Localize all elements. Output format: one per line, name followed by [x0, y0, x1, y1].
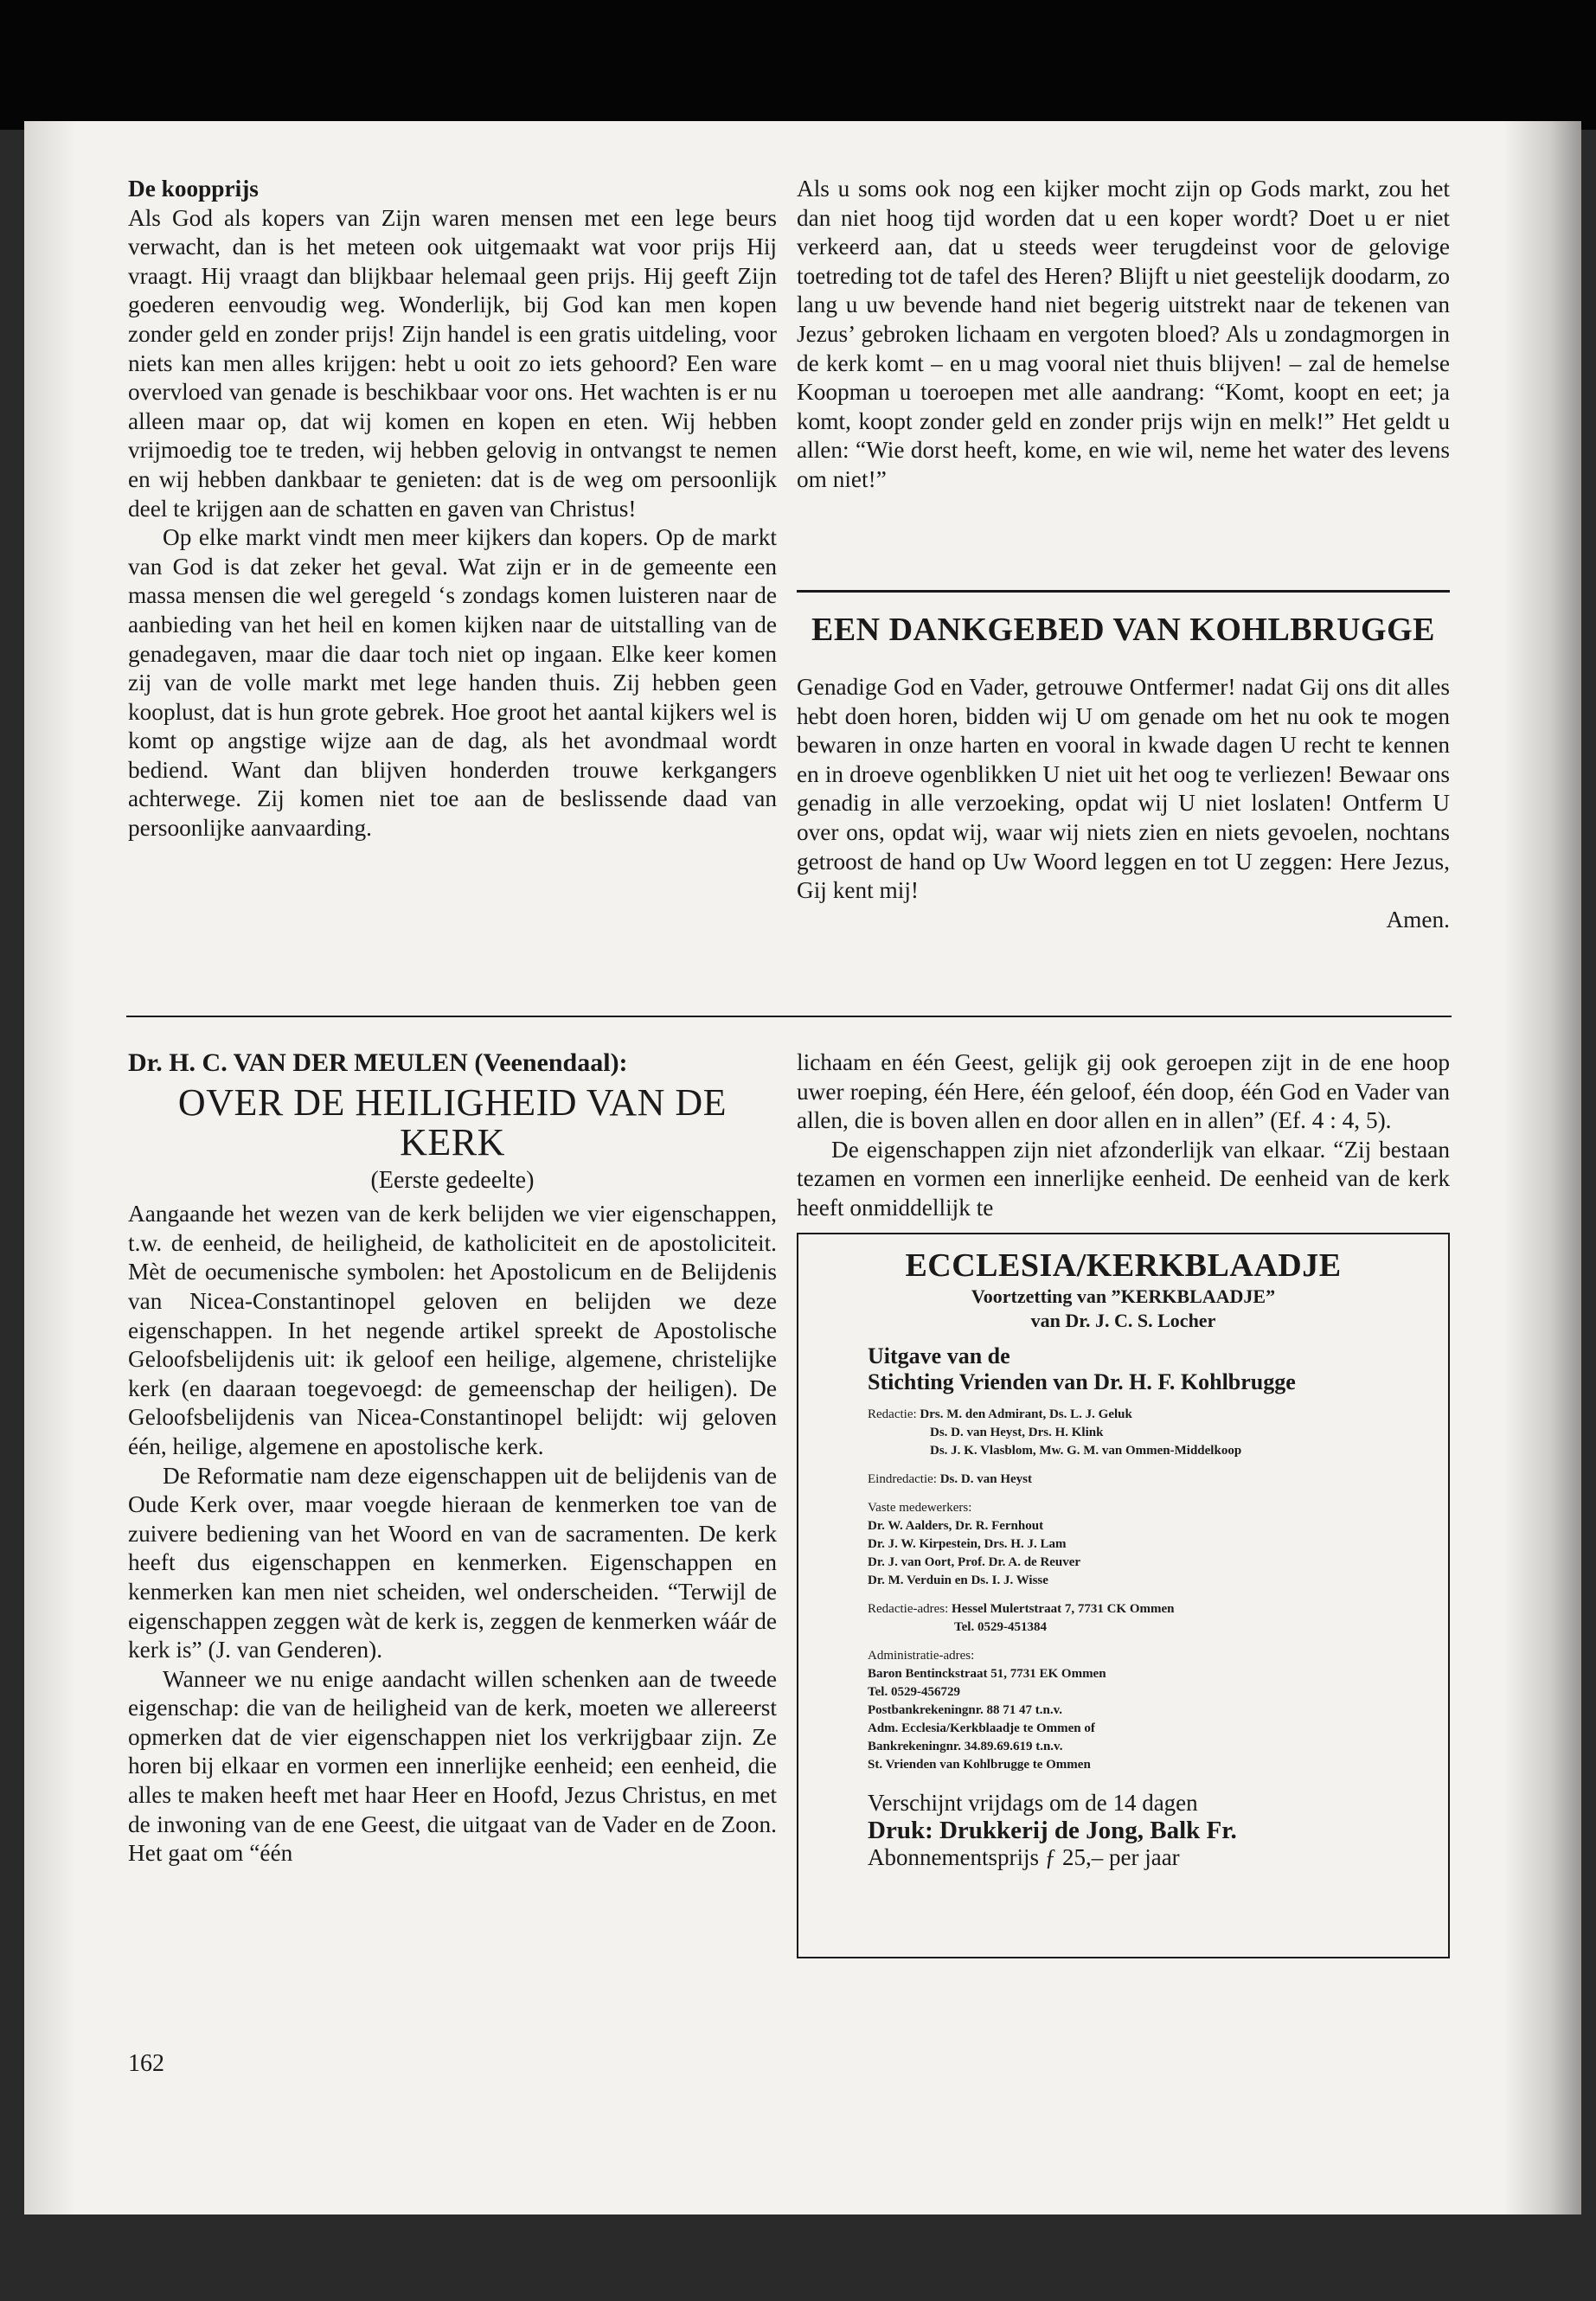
page-number: 162 [128, 2050, 164, 2077]
redactie-telefoon: Tel. 0529-451384 [954, 1620, 1047, 1634]
heiligheid-paragraph-4: lichaam en één Geest, gelijk gij ook geroepen zijt in de ene hoop uwer roeping, één Here, één geloof, één doop, één God en Vader van allen, die is boven allen en door allen en in allen” (Ef. 4 : 4, 5). [797, 1049, 1450, 1134]
redactie-label: Redactie: [868, 1407, 917, 1421]
horizontal-divider [126, 1016, 1452, 1017]
dankgebed-title: EEN DANKGEBED VAN KOHLBRUGGE [811, 612, 1435, 648]
colophon-verschijnt: Verschijnt vrijdags om de 14 dagen [868, 1790, 1198, 1816]
heiligheid-paragraph-1: Aangaande het wezen van de kerk belijden we vier eigenschappen, t.w. de eenheid, de heiligheid, de katholiciteit en de apostoliciteit. Mèt de oecumenische symbolen: het Apostolicum en de Belijdenis van Nicea-Constantinopel geloven en belijden we deze eigenschappen. In het negende artikel spreekt de Apostolische Geloofsbelijdenis uit: ik geloof een heilige, algemene, christelijke kerk (en daaraan toegevoegd: de gemeenschap der heiligen). De Geloofsbelijdenis van Nicea-Constantinopel belijdt: wij geloven één, heilige, algemene en apostolische kerk. [128, 1201, 777, 1459]
eindredactie-label: Eindredactie: [868, 1472, 937, 1486]
administratie-2: Tel. 0529-456729 [868, 1685, 960, 1699]
medewerkers-4: Dr. M. Verduin en Ds. I. J. Wisse [868, 1574, 1048, 1587]
colophon-abonnement: Abonnementsprijs ƒ 25,– per jaar [868, 1844, 1180, 1870]
redactie-names-1: Drs. M. den Admirant, Ds. L. J. Geluk [920, 1407, 1132, 1421]
administratie-5: Bankrekeningnr. 34.89.69.619 t.n.v. [868, 1740, 1063, 1753]
dankgebed-text: Genadige God en Vader, getrouwe Ontfermer! nadat Gij ons dit alles hebt doen horen, bidden wij U om genade om het nu ook te mogen bewaren in onze harten en vooral in kwade dagen U recht te kennen en in droeve ogenblikken U niet uit het oog te verliezen! Bewaar ons genadig in alle verzoeking, opdat wij U niet loslaten! Ontferm U over ons, opdat wij, waar wij niets zien en niets gevoelen, nochtans getroost de hand op Uw Woord leggen en tot U zeggen: Here Jezus, Gij kent mij! [797, 674, 1450, 904]
dankgebed-column [797, 673, 1450, 934]
heiligheid-continued-column [797, 1048, 1450, 1223]
page-right-shade [1503, 121, 1581, 2214]
administratie-6: St. Vrienden van Kohlbrugge te Ommen [868, 1758, 1091, 1772]
koopprijs-paragraph-1: Als God als kopers van Zijn waren mensen met een lege beurs verwacht, dan is het meteen ook uitgemaakt wat voor prijs Hij vraagt. Hij vraagt dan blijkbaar helemaal geen prijs. Hij geeft Zijn goederen eenvoudig weg. Wonderlijk, bij God kan men kopen zonder geld en zonder prijs! Zijn handel is een gratis uitdeling, voor niets kan men alles krijgen: hebt u ooit zo iets gehoord? Een ware overvloed van genade is beschikbaar voor ons. Het wachten is er nu alleen maar op, dat wij komen en kopen en eten. Wij hebben vrijmoedig toe te treden, wij hebben gelovig in ontvangst te nemen en wij hebben dankbaar te genieten: dat is de weg om persoonlijk deel te krijgen aan de schatten en gaven van Christus! [128, 204, 777, 522]
medewerkers-label: Vaste medewerkers: [868, 1501, 972, 1515]
heiligheid-paragraph-3: Wanneer we nu enige aandacht willen schenken aan de tweede eigenschap: die van de heiligheid van de kerk, moeten we allereerst opmerken dat de vier eigenschappen niet los verkrijgbaar zijn. Ze horen bij elkaar en vormen een innerlijke eenheid; een eenheid, die alles te maken heeft met haar Heer en Hoofd, Jezus Christus, en met de inwoning van de ene Geest, die uitgaat van de Vader en de Zoon. Het gaat om “één [128, 1665, 777, 1867]
colophon-redactie-adres [868, 1600, 1448, 1618]
colophon-line-1: Voortzetting van ”KERKBLAADJE” [971, 1285, 1276, 1307]
medewerkers-3: Dr. J. van Oort, Prof. Dr. A. de Reuver [868, 1555, 1081, 1569]
koopprijs-column [128, 175, 777, 843]
administratie-3: Postbankrekeningnr. 88 71 47 t.n.v. [868, 1703, 1063, 1717]
koopprijs-paragraph-2: Op elke markt vindt men meer kijkers dan kopers. Op de markt van God is dat zeker het geval. Wat zijn er in de gemeente een massa mensen die wel geregeld ‘s zondags komen luisteren naar de aanbieding van het heil en komen kijken naar de uitstalling van de genadegaven, maar die daar toch niet op ingaan. Elke keer komen zij van de volle markt met lege handen thuis. Zij hebben geen kooplust, dat is hun grote gebrek. Hoe groot het aantal kijkers wel is komt op angstige wijze aan de dag, als het avondmaal wordt bediend. Want dan blijven honderden trouwe kerkgangers achterwege. Zij komen niet toe aan de beslissende daad van persoonlijke aanvaarding. [128, 524, 777, 842]
heiligheid-paragraph-5: De eigenschappen zijn niet afzonderlijk van elkaar. “Zij bestaan tezamen en vormen een innerlijke eenheid. De eenheid van de kerk heeft onmiddellijk te [797, 1136, 1450, 1221]
administratie-1: Baron Bentinckstraat 51, 7731 EK Ommen [868, 1667, 1106, 1681]
page-left-shade [24, 121, 76, 2214]
colophon-uitgave-1: Uitgave van de [868, 1343, 1010, 1368]
article-title: OVER DE HEILIGHEID VAN DE KERK [177, 1080, 727, 1163]
eindredactie-name: Ds. D. van Heyst [939, 1472, 1032, 1486]
medewerkers-1: Dr. W. Aalders, Dr. R. Fernhout [868, 1519, 1044, 1533]
dankgebed-amen: Amen. [1386, 906, 1450, 933]
colophon-druk: Druk: Drukkerij de Jong, Balk Fr. [868, 1817, 1237, 1844]
administratie-4: Adm. Ecclesia/Kerkblaadje te Ommen of [868, 1721, 1095, 1735]
heiligheid-paragraph-2: De Reformatie nam deze eigenschappen uit de belijdenis van de Oude Kerk over, maar voegde hieraan de kenmerken toe van de zuivere bediening van het Woord en van de sacramenten. De kerk heeft dus eigenschappen en kenmerken. Eigenschappen en kenmerken kan men niet scheiden, wel onderscheiden. “Terwijl de eigenschappen zeggen wàt de kerk is, zeggen de kenmerken wáár de kerk is” (J. van Genderen). [128, 1462, 777, 1663]
koopprijs-continued-column [797, 175, 1450, 495]
scan-top-band [0, 0, 1596, 130]
colophon-title: ECCLESIA/KERKBLAADJE [905, 1247, 1342, 1284]
page [24, 121, 1581, 2214]
koopprijs-heading: De koopprijs [128, 176, 259, 202]
colophon-box [797, 1233, 1450, 1958]
colophon-eindredactie [868, 1471, 1448, 1489]
koopprijs-paragraph-3: Als u soms ook nog een kijker mocht zijn op Gods markt, zou het dan niet hoog tijd worden dat u een koper wordt? Doet u er niet verkeerd aan, dat u steeds weer terugdeinst voor de gelovige toetreding tot de tafel des Heren? Blijft u niet geestelijk doodarm, zo lang u uw bevende hand niet begerig uitstrekt naar de tekenen van Jezus’ gebroken lichaam en vergoten bloed? Als u zondagmorgen in de kerk komt – en u mag vooral niet thuis blijven! – zal de hemelse Koopman u toeroepen met alle aandrang: “Komt, koopt en eet; ja komt, koopt zonder geld en zonder prijs wijn en melk!” Het geldt u allen: “Wie dorst heeft, kome, en wie wil, neme het water des levens om niet!” [797, 176, 1450, 492]
colophon-uitgave-2: Stichting Vrienden van Dr. H. F. Kohlbrugge [868, 1369, 1296, 1394]
redactie-names-3: Ds. J. K. Vlasblom, Mw. G. M. van Ommen-Middelkoop [930, 1444, 1242, 1458]
redactie-adres: Hessel Mulertstraat 7, 7731 CK Ommen [952, 1602, 1175, 1616]
article-subtitle: (Eerste gedeelte) [370, 1166, 535, 1194]
redactie-names-2: Ds. D. van Heyst, Drs. H. Klink [930, 1426, 1104, 1439]
section-rule [797, 590, 1450, 593]
colophon-redactie [868, 1406, 1448, 1424]
article-author: Dr. H. C. VAN DER MEULEN (Veenendaal): [128, 1048, 628, 1077]
redactie-adres-label: Redactie-adres: [868, 1602, 949, 1616]
colophon-line-2: van Dr. J. C. S. Locher [1030, 1310, 1216, 1331]
administratie-label: Administratie-adres: [868, 1649, 975, 1663]
medewerkers-2: Dr. J. W. Kirpestein, Drs. H. J. Lam [868, 1537, 1067, 1551]
heiligheid-column [128, 1048, 777, 1868]
